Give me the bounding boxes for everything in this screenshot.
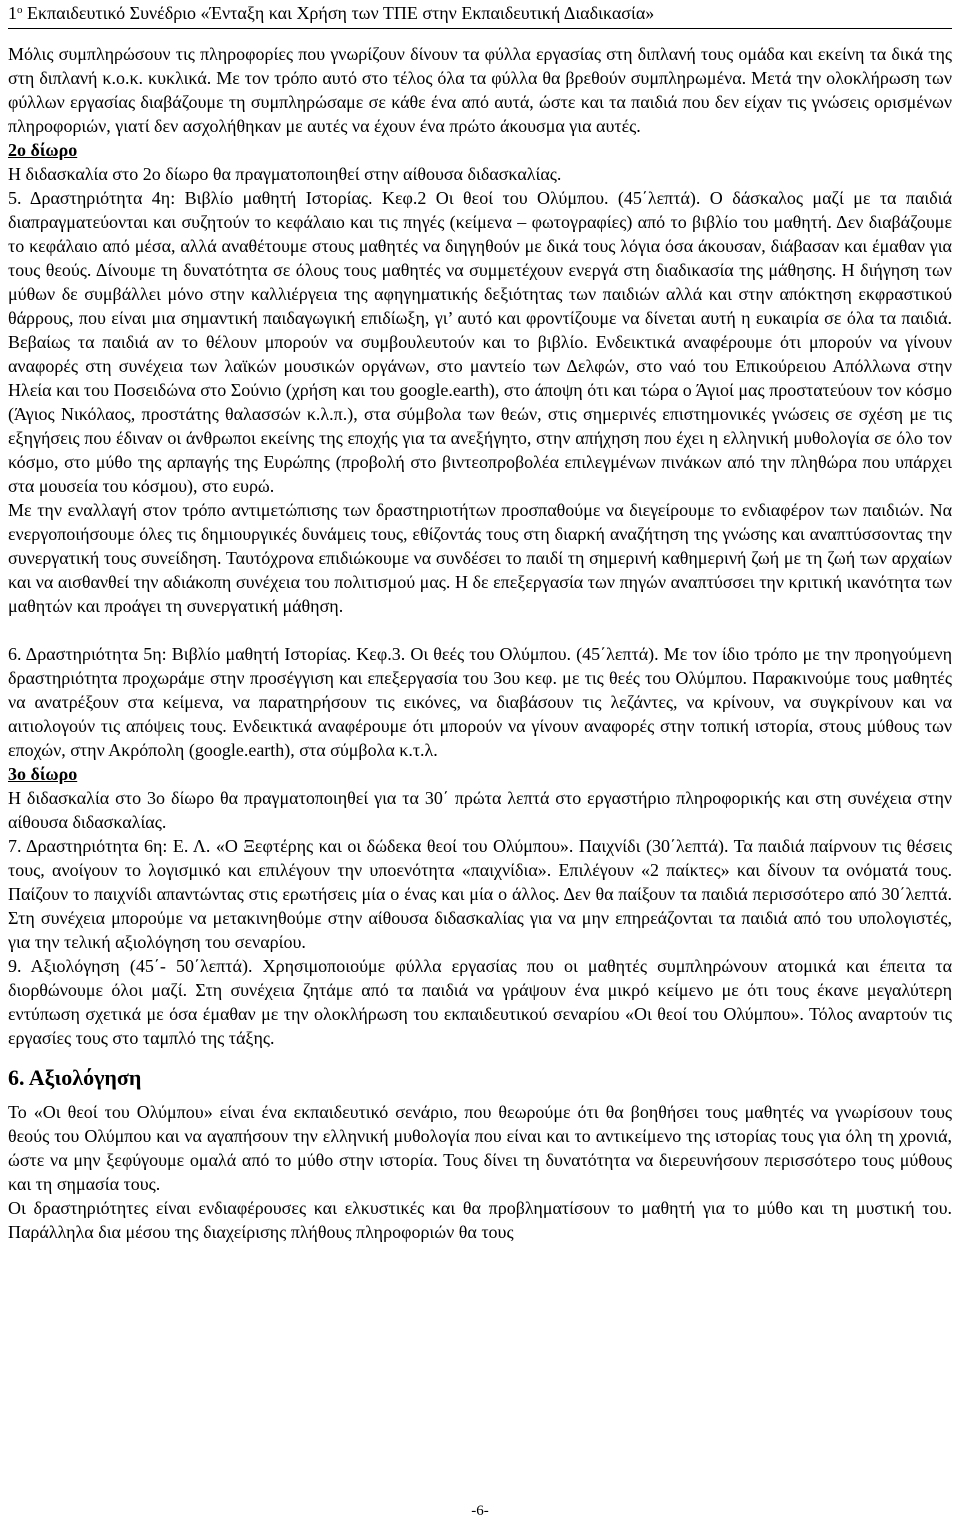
paragraph-second-session-location: Η διδασκαλία στο 2ο δίωρο θα πραγματοποιηθεί στην αίθουσα διδασκαλίας. xyxy=(8,164,562,184)
section-heading-evaluation: 6. Αξιολόγηση xyxy=(8,1065,142,1090)
paragraph-activity-4: 5. Δραστηριότητα 4η: Βιβλίο μαθητή Ιστορίας. Κεφ.2 Οι θεοί του Ολύμπου. (45΄λεπτά). Ο δάσκαλος μαζί με τα παιδιά διαπραγματεύονται και συζητούν το κεφάλαιο και τις πηγές (κείμενα – φωτογραφίες) από το βιβλίο του μαθητή. Δεν διαβάζουμε το κεφάλαιο από μέσα, αλλά αναθέτουμε στους μαθητές να διηγηθούν με δικά τους λόγια όσα άκουσαν, διάβασαν και έμαθαν για τους θεούς. Δίνουμε τη δυνατότητα σε όλους τους μαθητές να συμμετέχουν ενεργά στη διαδικασία της μάθησης. Η διήγηση των μύθων δε συμβάλλει μόνο στην καλλιέργεια της αφηγηματικής δεξιότητας των παιδιών αλλά και στην απόκτηση εκφραστικού θάρρους, που είναι μια σημαντική παιδαγωγική επιδίωξη, γι’ αυτό και φροντίζουμε να δίνεται αυτή η ευκαιρία σε όλα τα παιδιά. Βεβαίως τα παιδιά αν το θέλουν μπορούν να συμβουλευτούν και το βιβλίο. Ενδεικτικά αναφέρουμε ότι μπορούν να γίνουν αναφορές στη συνέχεια των λαϊκών μουσικών οργάνων, στο μαντείο των Δελφών, στο ναό του Επικούρειου Απόλλωνα στην Ηλεία και του Ποσειδώνα στο Σούνιο (χρήση και του google.earth), στο άποψη ότι και τώρα ο Άγιοί μας προστατεύουν τον κόσμο (Άγιος Νικόλαος, προστάτης θαλασσών κ.λ.π.), στα σύμβολα των θεών, στις σημερινές επιστημονικές γνώσεις σε σχέση με τις εξηγήσεις που έδιναν οι άνθρωποι εκείνης της εποχής για τα ανεξήγητο, στην απήχηση που έχει η ελληνική μυθολογία σε όλο τον κόσμο, στο μύθο της αρπαγής της Ευρώπης (προβολή στο βιντεοπροβολέα επιλεγμένων πινάκων από την πληθώρα που υπάρχει στα μουσεία του κόσμου), στο ευρώ. xyxy=(8,188,952,496)
paragraph-activity-6: 7. Δραστηριότητα 6η: Ε. Λ. «Ο Ξεφτέρης και οι δώδεκα θεοί του Ολύμπου». Παιχνίδι (30΄λεπτά). Τα παιδιά παίρνουν τις θέσεις τους, ανοίγουν το λογισμικό και επιλέγουν την υποενότητα «παιχνίδια». Επιλέγουν «2 παίκτες» και δίνουν τα ονόματά τους. Παίζουν το παιχνίδι απαντώντας στις ερωτήσεις μία ο ένας και μία ο άλλος. Δεν θα παίξουν τα παιδιά περισσότερο από 30΄λεπτά. Στη συνέχεια μπορούμε να μετακινηθούμε στην αίθουσα διδασκαλίας για να μην επηρεάζονται τα παιδιά από του υπολογιστές, για την τελική αξιολόγηση του σεναρίου. xyxy=(8,836,952,952)
paragraph-variety: Με την εναλλαγή στον τρόπο αντιμετώπισης των δραστηριοτήτων προσπαθούμε να διεγείρουμε το ενδιαφέρον των παιδιών. Να ενεργοποιήσουμε όλες τις δημιουργικές δυνάμεις τους, εθίζοντάς τους στη διαρκή αναζήτηση της γνώσης και αναπτύσσοντας την συνεργατική τους συνείδηση. Ταυτόχρονα επιδιώκουμε να συνδέσει το παιδί τη σημερινή καθημερινή ζωή με τη ζωή των αρχαίων και να αισθανθεί την αδιάκοπη συνέχεια του πολιτισμού μας. Η δε επεξεργασία των πηγών αναπτύσσει την κριτική ικανότητα των μαθητών και προάγει τη συνεργατική μάθηση. xyxy=(8,500,952,616)
document-body xyxy=(8,42,952,1244)
paragraph-activity-5: 6. Δραστηριότητα 5η: Βιβλίο μαθητή Ιστορίας. Κεφ.3. Οι θεές του Ολύμπου. (45΄λεπτά). Με τον ίδιο τρόπο με την προηγούμενη δραστηριότητα προχωράμε στην προσέγγιση και επεξεργασία του 3ου κεφ. με τις θεές του Ολύμπου. Παρακινούμε τους μαθητές να ανατρέξουν στα κείμενα, να παρατηρήσουν τις εικόνες, να διαβάσουν τις λεζάντες, να κρίνουν, να συγκρίνουν και να αιτιολογούν τις απόψεις τους. Ενδεικτικά αναφέρουμε ότι μπορούν να γίνουν αναφορές στην τοπική ιστορία, στους μύθους των εποχών, στην Ακρόπολη (google.earth), στα σύμβολα κ.τ.λ. xyxy=(8,644,952,760)
paragraph-assessment-activity: 9. Αξιολόγηση (45΄- 50΄λεπτά). Χρησιμοποιούμε φύλλα εργασίας που οι μαθητές συμπληρώνουν ατομικά και έπειτα τα διορθώνουμε όλοι μαζί. Στη συνέχεια ζητάμε από τα παιδιά να γράψουν ένα μικρό κείμενο με ότι τους έκανε μεγαλύτερη εντύπωση σχετικά με όσα έμαθαν με την ολοκλήρωση του εκπαιδευτικού σεναρίου «Οι θεοί του Ολύμπου». Τόλος αναρτούν τις εργασίες τους στο ταμπλό της τάξης. xyxy=(8,956,952,1048)
page-header xyxy=(8,2,952,24)
paragraph-evaluation-2: Οι δραστηριότητες είναι ενδιαφέρουσες και ελκυστικές και θα προβληματίσουν το μαθητή για το μύθο και τη μυστική του. Παράλληλα δια μέσου της διαχείρισης πλήθους πληροφοριών θα τους xyxy=(8,1198,952,1242)
spacer xyxy=(8,1050,952,1064)
header-rule xyxy=(8,28,952,29)
spacer xyxy=(8,618,952,642)
header-superscript: ο xyxy=(17,4,23,16)
page-number: -6- xyxy=(471,1503,489,1519)
subheading-second-session: 2ο δίωρο xyxy=(8,140,78,160)
paragraph-third-session-location: Η διδασκαλία στο 3ο δίωρο θα πραγματοποιηθεί για τα 30΄ πρώτα λεπτά στο εργαστήριο πληροφορικής και στη συνέχεια στην αίθουσα διδασκαλίας. xyxy=(8,788,952,832)
spacer xyxy=(8,1092,952,1100)
subheading-third-session: 3ο δίωρο xyxy=(8,764,78,784)
paragraph-evaluation-1: Το «Οι θεοί του Ολύμπου» είναι ένα εκπαιδευτικό σενάριο, που θεωρούμε ότι θα βοηθήσει τους μαθητές να γνωρίσουν τους θεούς του Ολύμπου και να αγαπήσουν την ελληνική μυθολογία που είναι και το αντικείμενο της ιστορίας τους για όλη τη χρονιά, ώστε να μην ξεφύγουμε ομαλά από το μύθο στην ιστορία. Τους δίνει τη δυνατότητα να διερευνήσουν περισσότερο τους μύθους και τη σημασία τους. xyxy=(8,1102,952,1194)
header-number: 1 xyxy=(8,3,17,23)
paragraph-worksheets: Μόλις συμπληρώσουν τις πληροφορίες που γνωρίζουν δίνουν τα φύλλα εργασίας στη διπλανή τους ομάδα και εκείνη τα δικά της στη διπλανή κ.ο.κ. κυκλικά. Με τον τρόπο αυτό στο τέλος όλα τα φύλλα θα βρεθούν συμπληρωμένα. Μετά την ολοκλήρωση των φύλλων εργασίας διαβάζουμε τη συμπληρώσαμε σε κάθε ένα από αυτά, ώστε και τα παιδιά που δεν είχαν τις γνώσεις ορισμένων πληροφοριών, γιατί δεν ασχολήθηκαν με αυτές να έχουν ένα πρώτο άκουσμα για αυτές. xyxy=(8,44,952,136)
header-title: Εκπαιδευτικό Συνέδριο «Ένταξη και Χρήση των ΤΠΕ στην Εκπαιδευτική Διαδικασία» xyxy=(22,3,655,23)
